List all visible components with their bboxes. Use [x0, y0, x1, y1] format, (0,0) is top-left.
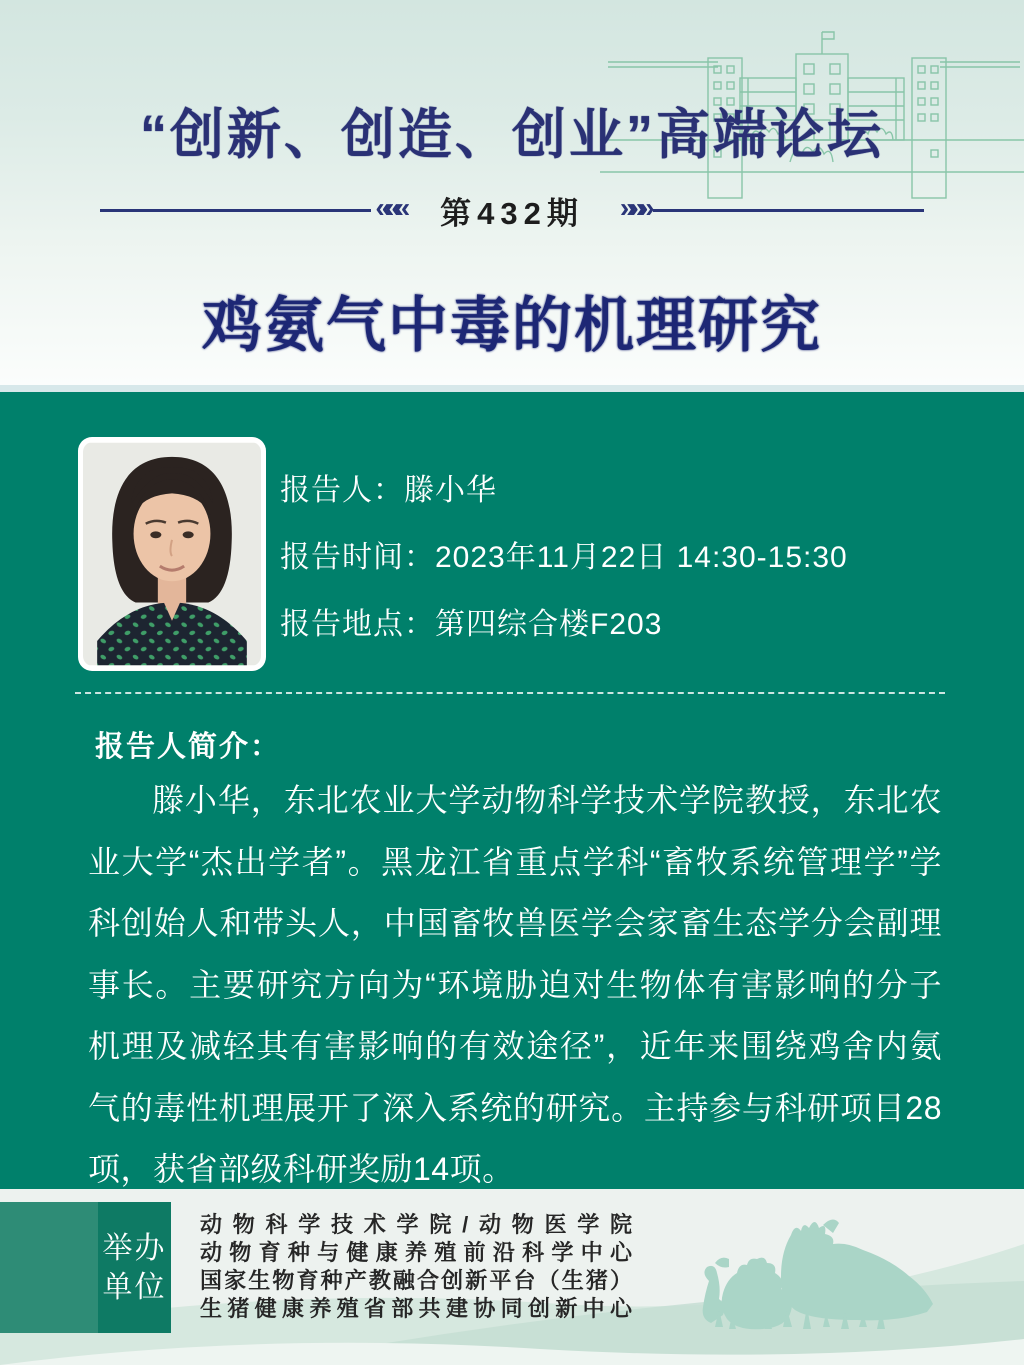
organization-item: 生猪健康养殖省部共建协同创新中心: [200, 1296, 632, 1321]
dashed-divider: [75, 692, 945, 694]
bio-text: 滕小华，东北农业大学动物科学技术学院教授，东北农业大学“杰出学者”。黑龙江省重点学科“畜牧系统管理学”学科创始人和带头人，中国畜牧兽医学会家畜生态学分会副理事长。主要研究方向为“环境胁迫对生物体有害影响的分子机理及减轻其有害影响的有效途径”，近年来围绕鸡舍内氨气的毒性机理展开了深入系统的研究。主持参与科研项目28项，获省部级科研奖励14项。: [88, 782, 942, 1187]
time-row: [280, 539, 848, 576]
info-list: [280, 472, 848, 673]
organizer-label-line1: 举办: [102, 1231, 167, 1265]
lecture-title: 鸡氨气中毒的机理研究: [202, 292, 822, 359]
animal-silhouettes: [695, 1195, 945, 1345]
header-section: [0, 0, 1024, 385]
bio-heading: 报告人简介：: [95, 731, 282, 763]
organization-item: 动物科学技术学院/动物医学院: [200, 1212, 632, 1237]
venue-row: [280, 606, 848, 643]
speaker-name: 滕小华: [404, 474, 497, 507]
time-label: 报告时间：: [280, 541, 435, 574]
time-value: 2023年11月22日 14:30-15:30: [435, 541, 848, 574]
divider-strip: [0, 385, 1024, 392]
issue-line-right: [653, 209, 924, 212]
speaker-row: [280, 472, 848, 509]
organization-list: [200, 1211, 632, 1323]
organization-item: 动物育种与健康养殖前沿科学中心: [200, 1240, 632, 1265]
right-chevrons-icon: »»»: [619, 191, 649, 223]
venue-label: 报告地点：: [280, 608, 435, 641]
footer-section: [0, 1189, 1024, 1365]
organizer-accent-block: [0, 1202, 98, 1333]
speaker-photo: [83, 442, 261, 666]
organizer-label-block: [98, 1202, 171, 1333]
issue-line-left: [100, 209, 371, 212]
forum-title: “创新、创造、创业”高端论坛: [140, 105, 884, 165]
left-chevrons-icon: «««: [375, 191, 405, 223]
organization-item: 国家生物育种产教融合创新平台（生猪）: [200, 1268, 632, 1293]
organizer-label-line2: 单位: [102, 1270, 167, 1304]
speaker-label: 报告人：: [280, 474, 404, 507]
lecture-info-section: [0, 392, 1024, 1189]
issue-row: [100, 188, 924, 233]
photo-card: [78, 437, 266, 671]
venue-value: 第四综合楼F203: [435, 608, 663, 641]
issue-number-label: 第432期: [440, 196, 584, 231]
